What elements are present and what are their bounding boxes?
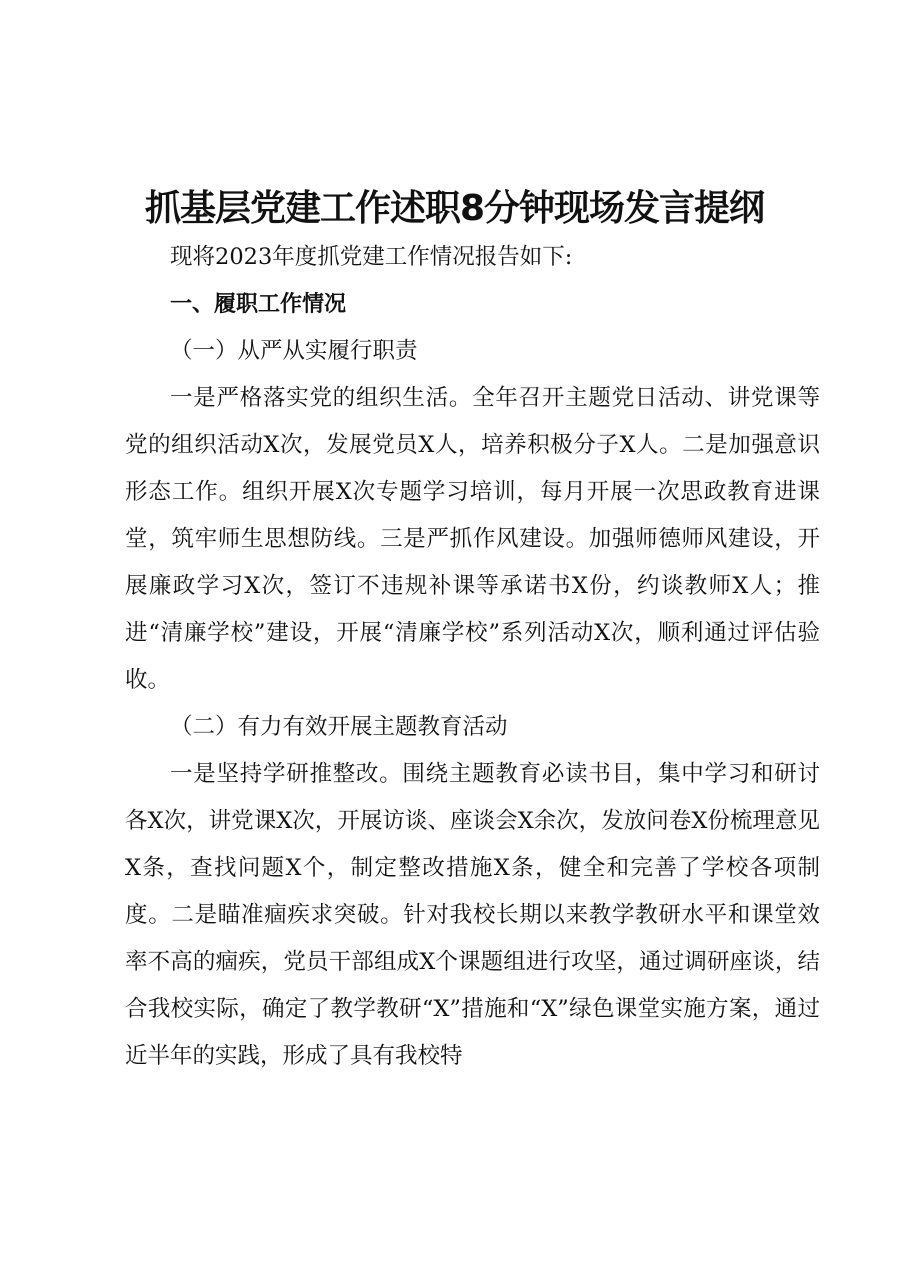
document-body bbox=[125, 234, 820, 1080]
subsection-paragraph-1: 一是严格落实党的组织生活。全年召开主题党日活动、讲党课等党的组织活动X次，发展党员X人，培养积极分子X人。二是加强意识形态工作。组织开展X次专题学习培训，每月开展一次思政教育进课堂，筑牢师生思想防线。三是严抓作风建设。加强师德师风建设，开展廉政学习X次，签订不违规补课等承诺书X份，约谈教师X人；推进“清廉学校”建设，开展“清廉学校”系列活动X次，顺利通过评估验收。 bbox=[125, 385, 820, 693]
subsection-heading-2: （二）有力有效开展主题教育活动 bbox=[170, 714, 508, 740]
document-title: 抓基层党建工作述职8分钟现场发言提纲 bbox=[144, 188, 765, 230]
section-heading: 一、履职工作情况 bbox=[170, 292, 347, 317]
subsection-paragraph-2: 一是坚持学研推整改。围绕主题教育必读书目，集中学习和研讨各X次，讲党课X次，开展访谈、座谈会X余次，发放问卷X份梳理意见X条，查找问题X个，制定整改措施X条，健全和完善了学校各项制度。二是瞄准痼疾求突破。针对我校长期以来教学教研水平和课堂效率不高的痼疾，党员干部组成X个课题组进行攻坚，通过调研座谈，结合我校实际，确定了教学教研“X”措施和“X”绿色课堂实施方案，通过近半年的实践，形成了具有我校特 bbox=[125, 761, 820, 1069]
intro-paragraph: 现将2023年度抓党建工作情况报告如下: bbox=[170, 244, 573, 270]
subsection-heading-1: （一）从严从实履行职责 bbox=[170, 338, 418, 364]
